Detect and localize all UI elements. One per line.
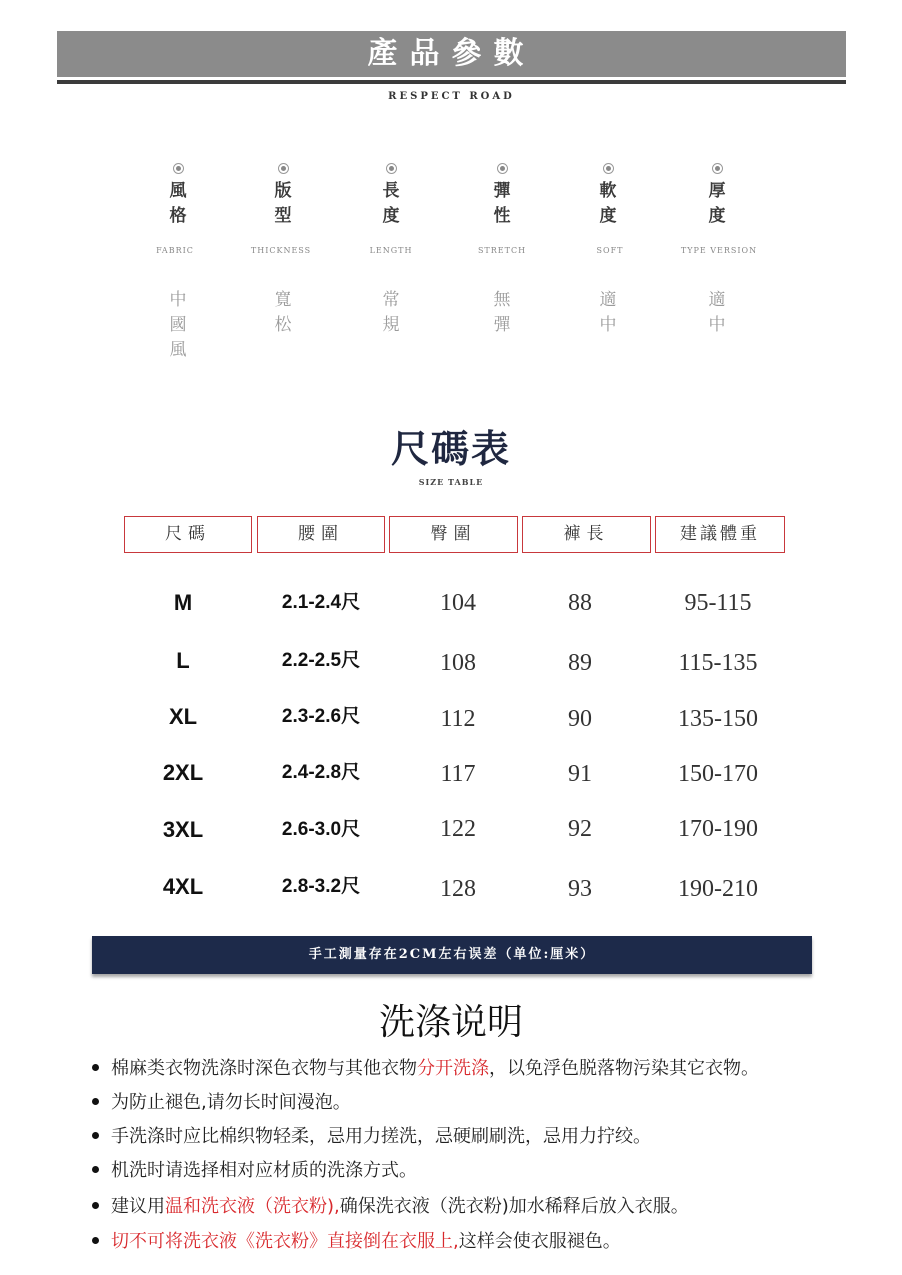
table-header-weight: 建議體重 — [655, 516, 785, 553]
param-en-label: TYPE VERSION — [680, 246, 758, 255]
page-title: 產品參數 — [367, 36, 536, 71]
param-stretch — [452, 163, 552, 229]
cell-hip: 104 — [440, 590, 476, 616]
cell-size: L — [176, 648, 190, 673]
param-en-label: STRETCH — [477, 246, 527, 255]
target-dot-icon — [497, 163, 508, 174]
table-header-size: 尺碼 — [124, 516, 252, 553]
cell-length: 93 — [568, 876, 592, 902]
param-name: 彈性 — [493, 181, 511, 226]
param-value: 適中 — [708, 290, 726, 335]
wash-title: 洗涤说明 — [378, 1002, 523, 1043]
cell-waist: 2.1-2.4尺 — [281, 592, 361, 613]
param-thickness — [667, 163, 767, 229]
cell-hip: 122 — [440, 816, 476, 842]
cell-size: 4XL — [162, 874, 204, 899]
cell-size: XL — [168, 704, 198, 729]
cell-size: M — [173, 590, 193, 615]
param-name: 厚度 — [708, 181, 726, 226]
cell-waist: 2.6-3.0尺 — [281, 819, 361, 840]
cell-hip: 128 — [440, 876, 476, 902]
param-value: 寬松 — [274, 290, 292, 335]
target-dot-icon — [712, 163, 723, 174]
param-value: 無彈 — [493, 290, 511, 335]
bullet-icon — [92, 1237, 99, 1244]
cell-length: 91 — [568, 761, 592, 787]
bullet-icon — [92, 1166, 99, 1173]
target-dot-icon — [173, 163, 184, 174]
cell-weight: 190-210 — [678, 876, 758, 902]
list-item: 机洗时请选择相对应材质的洗涤方式。 — [92, 1158, 417, 1184]
list-item: 为防止褪色,请勿长时间漫泡。 — [92, 1090, 351, 1116]
cell-hip: 112 — [440, 706, 476, 732]
page-subtitle: RESPECT ROAD — [388, 91, 515, 102]
cell-length: 89 — [568, 650, 592, 676]
param-name: 風格 — [169, 181, 187, 226]
cell-weight: 135-150 — [678, 706, 758, 732]
param-en-label: FABRIC — [156, 246, 194, 255]
bullet-icon — [92, 1202, 99, 1209]
size-table-title: 尺碼表 — [390, 426, 511, 471]
table-header-hip: 臀圍 — [389, 516, 518, 553]
bullet-icon — [92, 1132, 99, 1139]
size-table-subtitle: SIZE TABLE — [418, 477, 484, 487]
cell-waist: 2.8-3.2尺 — [281, 876, 361, 897]
param-value: 適中 — [599, 290, 617, 335]
param-style — [128, 163, 228, 229]
param-value: 中國風 — [169, 290, 187, 360]
list-item: 切不可将洗衣液《洗衣粉》直接倒在衣服上,这样会使衣服褪色。 — [92, 1229, 621, 1255]
cell-size: 2XL — [162, 760, 204, 785]
target-dot-icon — [278, 163, 289, 174]
cell-hip: 108 — [440, 650, 476, 676]
cell-weight: 95-115 — [684, 590, 752, 616]
param-fit — [233, 163, 333, 229]
table-header-length: 褲長 — [522, 516, 651, 553]
list-item: 手洗涤时应比棉织物轻柔，忌用力搓洗，忌硬刷刷洗，忌用力拧绞。 — [92, 1124, 651, 1150]
cell-length: 90 — [568, 706, 592, 732]
list-item: 棉麻类衣物洗涤时深色衣物与其他衣物分开洗涤，以免浮色脱落物污染其它衣物。 — [92, 1056, 759, 1082]
cell-weight: 150-170 — [678, 761, 758, 787]
param-en-label: LENGTH — [369, 246, 413, 255]
param-name: 版型 — [274, 181, 292, 226]
param-value: 常規 — [382, 290, 400, 335]
cell-weight: 170-190 — [678, 816, 758, 842]
cell-length: 88 — [568, 590, 592, 616]
cell-weight: 115-135 — [678, 650, 758, 676]
param-en-label: SOFT — [596, 246, 624, 255]
param-softness — [558, 163, 658, 229]
list-item: 建议用温和洗衣液（洗衣粉),确保洗衣液（洗衣粉)加水稀释后放入衣服。 — [92, 1194, 689, 1220]
param-name: 軟度 — [599, 181, 617, 226]
target-dot-icon — [603, 163, 614, 174]
param-name: 長度 — [382, 181, 400, 226]
cell-length: 92 — [568, 816, 592, 842]
param-length — [341, 163, 441, 229]
param-en-label: THICKNESS — [250, 246, 312, 255]
table-header-waist: 腰圍 — [257, 516, 385, 553]
header-underline — [57, 80, 846, 84]
measurement-notice: 手工測量存在2CM左右误差（单位:厘米） — [92, 936, 812, 974]
cell-size: 3XL — [162, 817, 204, 842]
target-dot-icon — [386, 163, 397, 174]
cell-waist: 2.2-2.5尺 — [281, 650, 361, 671]
cell-waist: 2.3-2.6尺 — [281, 706, 361, 727]
bullet-icon — [92, 1098, 99, 1105]
cell-waist: 2.4-2.8尺 — [281, 762, 361, 783]
cell-hip: 117 — [440, 761, 476, 787]
bullet-icon — [92, 1064, 99, 1071]
